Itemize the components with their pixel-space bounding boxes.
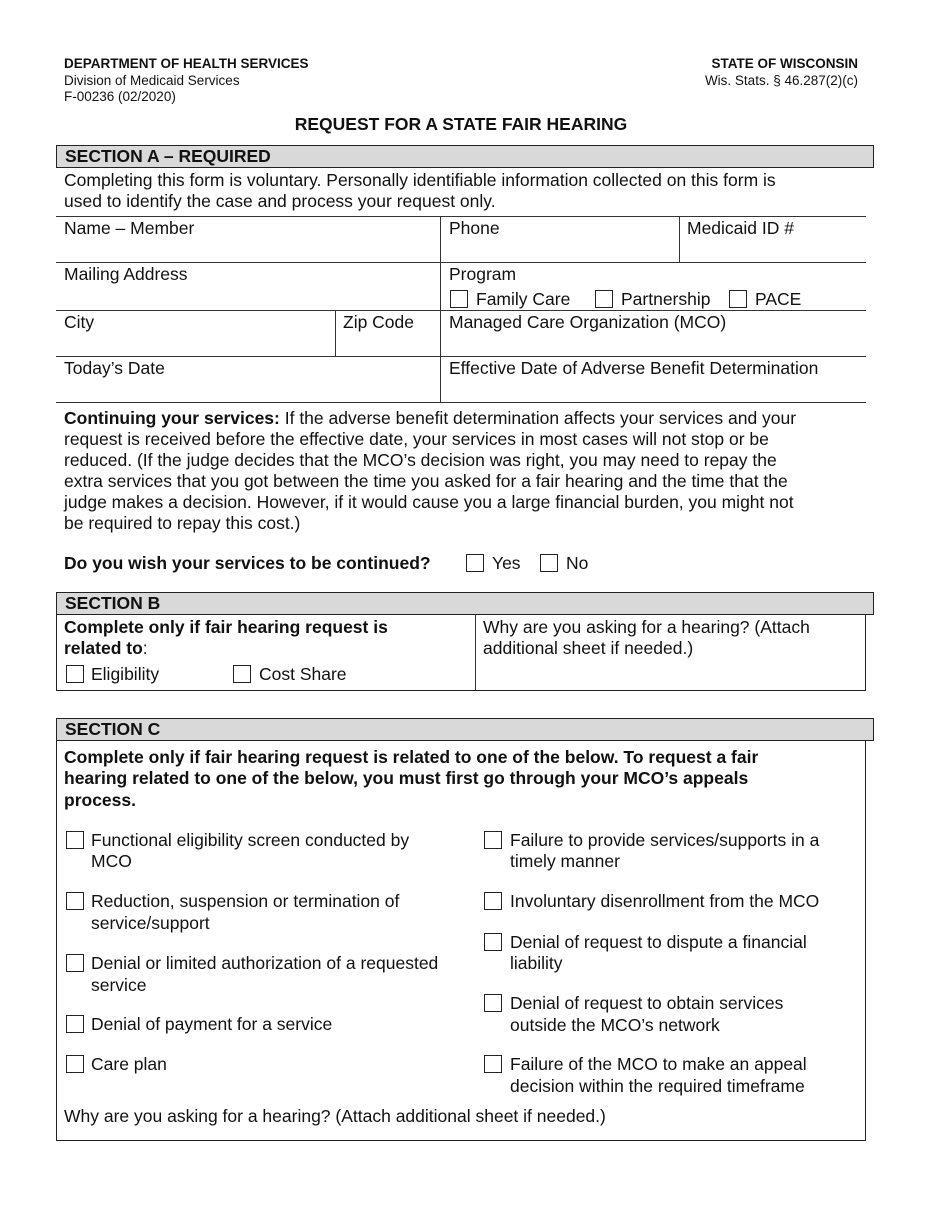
section-a-heading: SECTION A – REQUIRED: [56, 145, 874, 168]
option-label: Denial of request to dispute a financial: [510, 932, 807, 952]
department-name: DEPARTMENT OF HEALTH SERVICES: [64, 56, 309, 71]
continuing-services-line: be required to repay this cost.): [64, 513, 301, 533]
option-label: liability: [510, 953, 563, 973]
option-label: timely manner: [510, 851, 620, 871]
section-c-instruction: Complete only if fair hearing request is related to one of the below. To request a fair: [64, 747, 759, 767]
continuing-services-line: judge makes a decision. However, if it would cause you a large financial burden, you might not: [64, 492, 794, 512]
reduction-suspension-checkbox[interactable]: [66, 892, 84, 910]
option-label: Denial of request to obtain services: [510, 993, 784, 1013]
appeal-timeframe-checkbox[interactable]: [484, 1055, 502, 1073]
option-label: Failure to provide services/supports in a: [510, 830, 820, 850]
phone-field[interactable]: Phone: [449, 218, 500, 238]
section-c-heading: SECTION C: [56, 718, 874, 741]
zip-code-field[interactable]: Zip Code: [343, 312, 415, 332]
pace-checkbox[interactable]: [729, 290, 747, 308]
continue-no-checkbox[interactable]: [540, 554, 558, 572]
option-label: MCO: [91, 851, 132, 871]
continuing-label: Continuing your services:: [64, 408, 280, 428]
failure-timely-checkbox[interactable]: [484, 831, 502, 849]
option-label: Failure of the MCO to make an appeal: [510, 1054, 807, 1074]
continuing-services-line: reduced. (If the judge decides that the MCO’s decision was right, you may need to repay the: [64, 450, 777, 470]
continuing-text: If the adverse benefit determination affects your services and your: [279, 408, 797, 428]
functional-eligibility-checkbox[interactable]: [66, 831, 84, 849]
cost-share-checkbox[interactable]: [233, 665, 251, 683]
pace-label: PACE: [755, 289, 802, 309]
outside-network-checkbox[interactable]: [484, 994, 502, 1012]
section-c-why-field[interactable]: Why are you asking for a hearing? (Attach additional sheet if needed.): [64, 1106, 606, 1126]
city-field[interactable]: City: [64, 312, 95, 332]
state-name: STATE OF WISCONSIN: [711, 56, 858, 71]
continuing-services-line1: [64, 408, 796, 429]
option-label: Denial of payment for a service: [91, 1014, 333, 1034]
section-b-why-line2: additional sheet if needed.): [483, 638, 694, 658]
option-label: service: [91, 975, 147, 995]
privacy-notice-line1: Completing this form is voluntary. Personally identifiable information collected on this form is: [64, 170, 776, 190]
option-label: Involuntary disenrollment from the MCO: [510, 891, 820, 911]
section-b-why-field[interactable]: Why are you asking for a hearing? (Attach: [483, 617, 810, 637]
mco-field[interactable]: Managed Care Organization (MCO): [449, 312, 727, 332]
continuing-services-line: request is received before the effective date, your services in most cases will not stop or be: [64, 429, 769, 449]
section-b-heading: SECTION B: [56, 592, 874, 615]
name-member-field[interactable]: Name – Member: [64, 218, 195, 238]
continuing-services-line: extra services that you got between the time you asked for a fair hearing and the time that the: [64, 471, 788, 491]
denial-payment-checkbox[interactable]: [66, 1015, 84, 1033]
form-id: F-00236 (02/2020): [64, 89, 176, 104]
effective-date-field[interactable]: Effective Date of Adverse Benefit Determination: [449, 358, 819, 378]
page-title: REQUEST FOR A STATE FAIR HEARING: [294, 114, 628, 134]
continue-services-question: Do you wish your services to be continued?: [64, 553, 431, 573]
statute: Wis. Stats. § 46.287(2)(c): [704, 73, 858, 88]
cost-share-label: Cost Share: [259, 664, 347, 684]
related-to-label: related to: [64, 638, 143, 658]
family-care-label: Family Care: [476, 289, 571, 309]
partnership-checkbox[interactable]: [595, 290, 613, 308]
program-label: Program: [449, 264, 517, 284]
option-label: decision within the required timeframe: [510, 1076, 805, 1096]
option-label: Care plan: [91, 1054, 167, 1074]
division-name: Division of Medicaid Services: [64, 73, 240, 88]
no-label: No: [566, 553, 589, 573]
continue-yes-checkbox[interactable]: [466, 554, 484, 572]
partnership-label: Partnership: [621, 289, 711, 309]
mailing-address-field[interactable]: Mailing Address: [64, 264, 188, 284]
option-label: Denial or limited authorization of a requested: [91, 953, 439, 973]
option-label: outside the MCO’s network: [510, 1015, 720, 1035]
involuntary-disenrollment-checkbox[interactable]: [484, 892, 502, 910]
eligibility-checkbox[interactable]: [66, 665, 84, 683]
yes-label: Yes: [492, 553, 521, 573]
option-label: Functional eligibility screen conducted by: [91, 830, 410, 850]
todays-date-field[interactable]: Today’s Date: [64, 358, 165, 378]
denial-authorization-checkbox[interactable]: [66, 954, 84, 972]
family-care-checkbox[interactable]: [450, 290, 468, 308]
option-label: service/support: [91, 913, 210, 933]
section-b-instruction: Complete only if fair hearing request is: [64, 617, 388, 637]
care-plan-checkbox[interactable]: [66, 1055, 84, 1073]
medicaid-id-field[interactable]: Medicaid ID #: [687, 218, 794, 238]
section-b-instruction-line2: [64, 638, 148, 659]
privacy-notice-line2: used to identify the case and process your request only.: [64, 191, 496, 211]
dispute-liability-checkbox[interactable]: [484, 933, 502, 951]
option-label: Reduction, suspension or termination of: [91, 891, 400, 911]
section-c-instruction: hearing related to one of the below, you must first go through your MCO’s appeals: [64, 768, 749, 788]
eligibility-label: Eligibility: [91, 664, 160, 684]
colon: :: [142, 638, 148, 658]
section-c-instruction: process.: [64, 790, 136, 810]
